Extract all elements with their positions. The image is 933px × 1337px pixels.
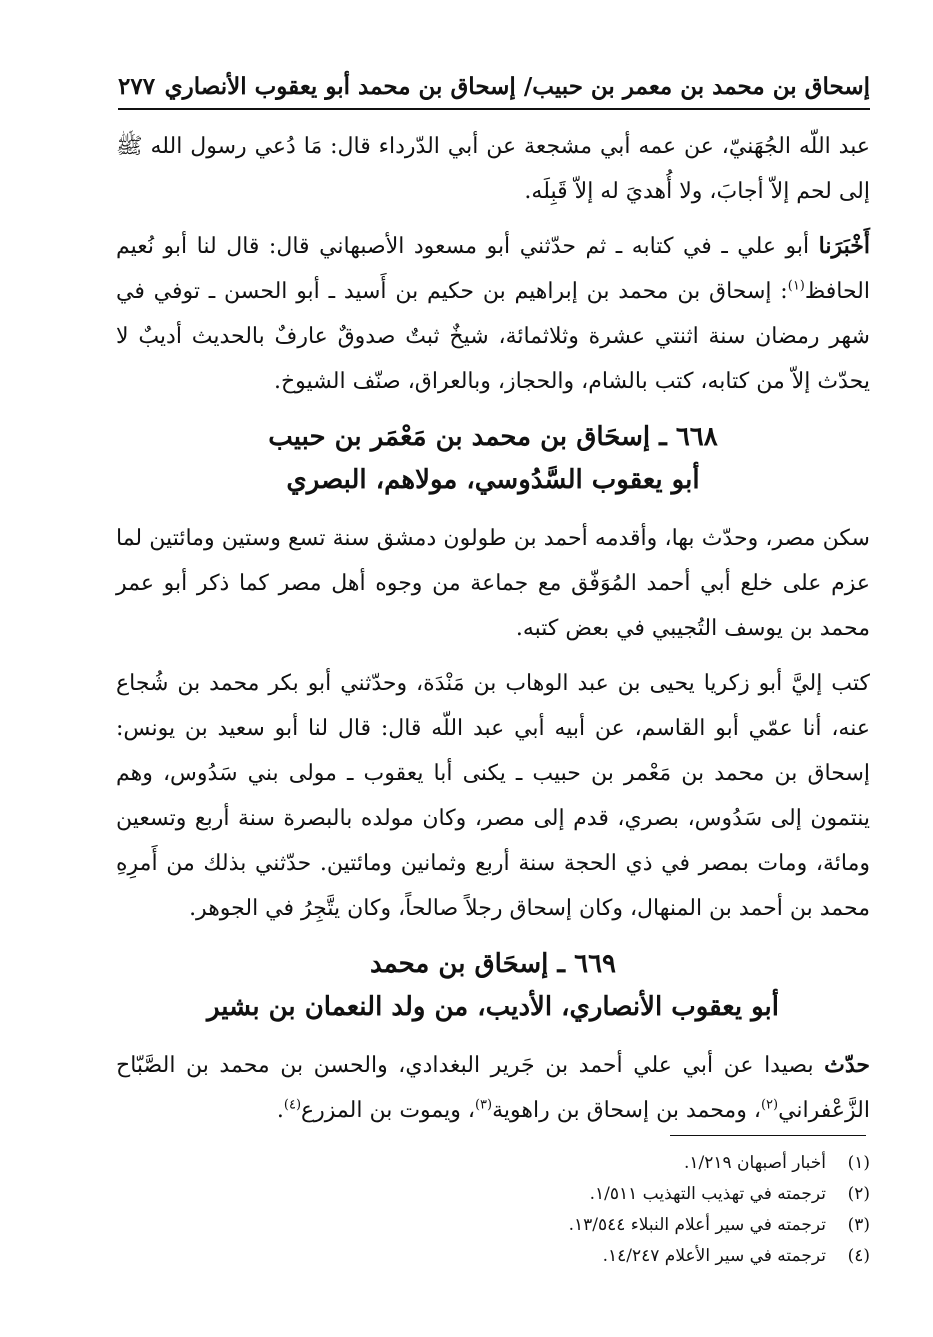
footnote-marker: (٤) — [283, 1097, 302, 1113]
footnote-number: (١) — [847, 1153, 870, 1173]
paragraph-text: . — [276, 1098, 284, 1123]
footnote-marker: (٣) — [474, 1097, 493, 1113]
footnotes — [116, 1148, 870, 1272]
paragraph-1: عبد اللّه الجُهَنيّ، عن عمه أبي مشجعة عن أبي الدّرداء قال: مَا دُعي رسول الله ﷺ إلى لحم إلاّ أجابَ، ولا أُهديَ له إلاّ قَبِلَه. — [116, 134, 870, 204]
header-rule — [118, 108, 870, 110]
paragraph-text: ، ومحمد بن إسحاق بن راهوية — [492, 1098, 761, 1123]
paragraph-lead-word: أَخْبَرَنا — [818, 233, 870, 259]
paragraph-5 — [116, 1043, 870, 1133]
paragraph-2 — [116, 224, 870, 404]
footnote-3 — [116, 1210, 870, 1241]
footnote-number: (٣) — [847, 1215, 870, 1235]
paragraph-text: بصيدا عن أبي علي أحمد بن جَرير البغدادي، والحسن بن محمد بن الصَّبّاح الزَّعْفراني — [116, 1053, 870, 1123]
entry-heading-669 — [116, 943, 870, 1029]
body-text — [116, 124, 870, 1143]
footnote-text: ترجمته في سير الأعلام ١٤/٢٤٧. — [602, 1246, 826, 1266]
running-title: إسحاق بن محمد بن معمر بن حبيب/ إسحاق بن محمد أبو يعقوب الأنصاري — [164, 72, 870, 100]
page-number: ٢٧٧ — [118, 72, 156, 100]
entry-title: ٦٦٨ ـ إسحَاق بن محمد بن مَعْمَر بن حبيب — [268, 422, 718, 452]
footnote-text: ترجمته في تهذيب التهذيب ١/٥١١. — [589, 1184, 826, 1204]
footnote-number: (٢) — [847, 1184, 870, 1204]
entry-heading-668 — [116, 416, 870, 502]
page-header — [118, 66, 870, 106]
footnote-marker: (١) — [787, 278, 805, 294]
footnote-number: (٤) — [847, 1246, 870, 1266]
entry-subtitle: أبو يعقوب الأنصاري، الأديب، من ولد النعمان بن بشير — [206, 992, 780, 1022]
footnote-4 — [116, 1241, 870, 1272]
footnote-1 — [116, 1148, 870, 1179]
footnote-marker: (٢) — [760, 1097, 779, 1113]
footnote-2 — [116, 1179, 870, 1210]
paragraph-text: ، ويموت بن المزرع — [301, 1098, 475, 1123]
entry-subtitle: أبو يعقوب السَّدُوسي، مولاهم، البصري — [286, 465, 700, 495]
paragraph-3: سكن مصر، وحدّث بها، وأقدمه أحمد بن طولون دمشق سنة تسع وستين ومائتين لما عزم على خلع أبي أحمد المُوَفّق مع جماعة من وجوه أهل مصر كما ذكر أبو عمر محمد بن يوسف التُجيبي في بعض كتبه. — [116, 526, 870, 641]
paragraph-text: : إسحاق بن محمد بن إبراهيم بن حكيم بن أَسيد ـ أبو الحسن ـ توفي في شهر رمضان سنة اثنتي عشرة وثلاثمائة، شيخٌ ثبتٌ صدوقٌ عارفٌ بالحديث أديبٌ لا يحدّث إلاّ من كتابه، كتب بالشام، والحجاز، وبالعراق، صنّف الشيوخ. — [116, 279, 870, 394]
footnote-rule — [670, 1135, 866, 1136]
entry-title: ٦٦٩ ـ إسحَاق بن محمد — [369, 949, 617, 979]
paragraph-text: أبو علي ـ في كتابه ـ ثم حدّثني أبو مسعود الأصبهاني قال: قال لنا أبو نُعيم الحافظ — [116, 234, 870, 304]
paragraph-4: كتب إليَّ أبو زكريا يحيى بن عبد الوهاب بن مَنْدَة، وحدّثني أبو بكر محمد بن شُجاع عنه، أنا عمّي أبو القاسم، عن أبيه أبي عبد اللّه قال: قال لنا أبو سعيد بن يونس: إسحاق بن محمد بن مَعْمر بن حبيب ـ يكنى أبا يعقوب ـ مولى بني سَدُوس، وهم ينتمون إلى سَدُوس، بصري، قدم إلى مصر، وكان مولده بالبصرة سنة أربع وتسعين ومائة، ومات بمصر في ذي الحجة سنة أربع وثمانين ومائتين. حدّثني بذلك من أَمرِهِ محمد بن أحمد بن المنهال، وكان إسحاق رجلاً صالحاً، وكان يتَّجِرُ في الجوهر. — [116, 671, 870, 921]
footnote-text: ترجمته في سير أعلام النبلاء ١٣/٥٤٤. — [568, 1215, 826, 1235]
footnote-text: أخبار أصبهان ١/٢١٩. — [683, 1153, 826, 1173]
paragraph-lead-word: حدّث — [824, 1052, 870, 1078]
